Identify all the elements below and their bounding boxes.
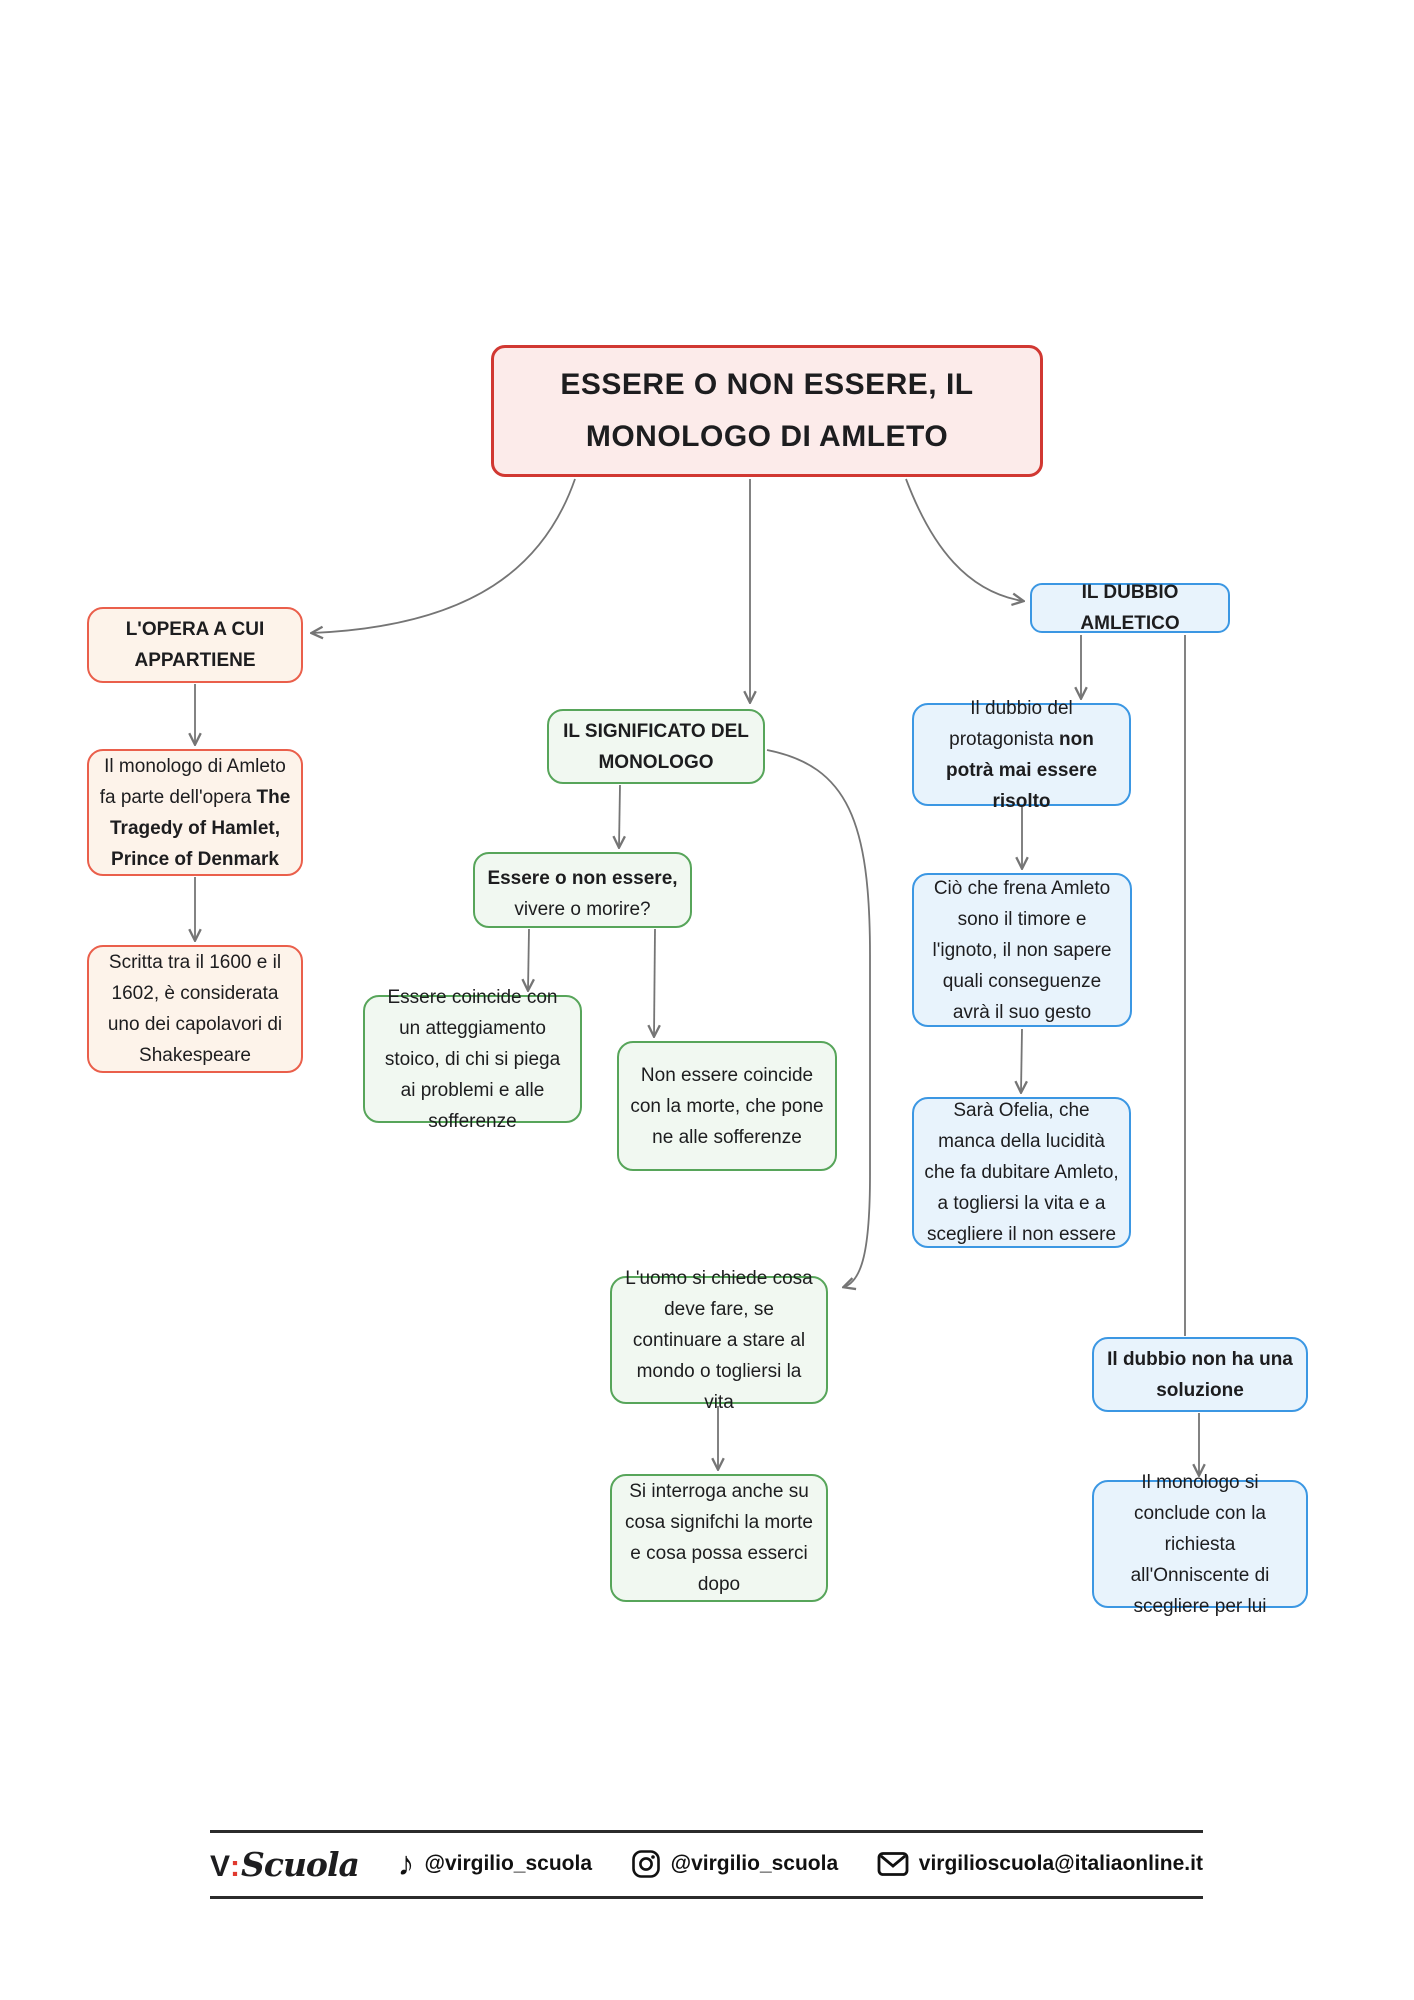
dubbio-ofelia-text: Sarà Ofelia, che manca della lucidità che fa dubitare Amleto, a togliersi la vita e a scegliere il non essere [924, 1100, 1119, 1245]
dubbio-conclude-text: Il monologo si conclude con la richiesta all'Onniscente di scegliere per lui [1130, 1471, 1270, 1617]
email-item [877, 1851, 1203, 1877]
email-text: virgilioscuola@italiaonline.it [918, 1852, 1203, 1875]
connector-significato-luomo [767, 750, 870, 1287]
opera-work-node [87, 749, 303, 876]
logo-v: V [210, 1849, 230, 1883]
dubbio-soluzione-text: Il dubbio non ha una soluzione [1107, 1348, 1293, 1401]
footer-bottom-rule [210, 1896, 1203, 1899]
envelope-icon [877, 1851, 909, 1877]
dubbio-frena-text: Ciò che frena Amleto sono il timore e l'ignoto, il non sapere quali conseguenze avrà il suo gesto [932, 877, 1112, 1023]
essere-stoico-text: Essere coincide con un atteggiamento stoico, di chi si piega ai problemi e alle sofferenze [384, 986, 561, 1132]
essere-question-text: Essere o non essere, vivere o morire? [487, 868, 678, 920]
significato-header-node [547, 709, 765, 784]
essere-stoico-node [363, 986, 582, 1132]
connector-title-dubbio [906, 479, 1023, 601]
non-essere-node [617, 1041, 837, 1171]
vscuola-logo [210, 1845, 359, 1884]
dubbio-soluzione-node [1092, 1337, 1308, 1412]
instagram-handle: @virgilio_scuola [670, 1852, 839, 1875]
title-text: ESSERE O NON ESSERE, IL MONOLOGO DI AMLETO [560, 368, 974, 453]
dubbio-risolto-text: Il dubbio del protagonista non potrà mai essere risolto [945, 697, 1098, 812]
instagram-item [631, 1849, 839, 1879]
connector-question-nonessere [654, 929, 655, 1036]
instagram-icon [631, 1849, 661, 1879]
footer-top-rule [210, 1830, 1203, 1833]
interroga-node [610, 1474, 828, 1602]
connector-title-opera [312, 479, 575, 633]
footer [210, 1836, 1203, 1892]
opera-header-node [87, 607, 303, 683]
dubbio-ofelia-node [912, 1097, 1131, 1248]
opera-work-text: Il monologo di Amleto fa parte dell'opera The Tragedy of Hamlet, Prince of Denmark [99, 755, 291, 870]
logo-scuola: Scuola [241, 1844, 359, 1884]
luomo-node [610, 1267, 828, 1413]
title-node [491, 345, 1043, 477]
tiktok-handle: @virgilio_scuola [424, 1852, 593, 1875]
dubbio-risolto-node [912, 697, 1131, 812]
significato-header-text: IL SIGNIFICATO DEL MONOLOGO [563, 720, 749, 773]
opera-header-text: L'OPERA A CUI APPARTIENE [125, 619, 265, 671]
interroga-text: Si interroga anche su cosa signifchi la morte e cosa possa esserci dopo [625, 1481, 813, 1595]
essere-question-node [473, 852, 692, 928]
opera-date-text: Scritta tra il 1600 e il 1602, è considerata uno dei capolavori di Shakespeare [107, 952, 283, 1066]
luomo-text: L'uomo si chiede cosa deve fare, se continuare a stare al mondo o togliersi la vita [625, 1267, 813, 1413]
dubbio-conclude-node [1092, 1471, 1308, 1617]
dubbio-frena-node [912, 873, 1132, 1027]
tiktok-item [397, 1847, 592, 1881]
dubbio-header-node [1030, 583, 1230, 633]
non-essere-text: Non essere coincide con la morte, che pone ne alle sofferenze [630, 1064, 824, 1148]
tiktok-icon: ♪ [397, 1845, 415, 1883]
connector-significato-question [619, 785, 620, 847]
logo-colon: : [230, 1849, 241, 1883]
connector-frena-ofelia [1021, 1029, 1022, 1092]
opera-date-node [87, 945, 303, 1073]
dubbio-header-text: IL DUBBIO AMLETICO [1080, 582, 1180, 634]
